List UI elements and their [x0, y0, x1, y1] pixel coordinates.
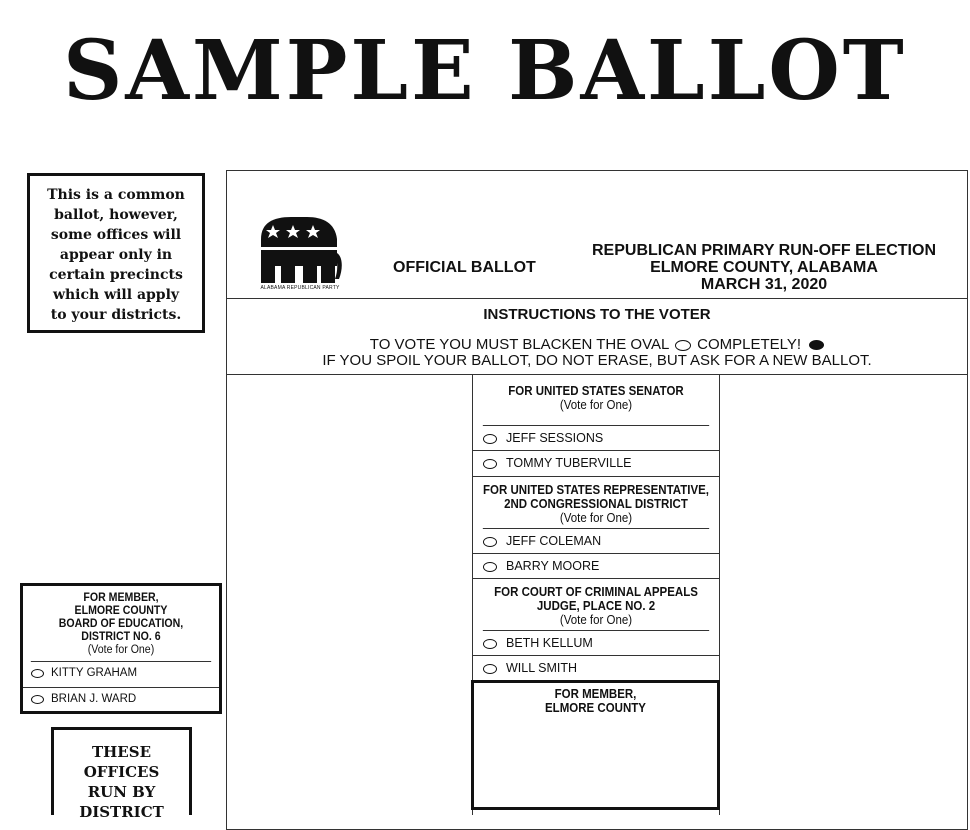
notice-line: ballot, however, — [54, 207, 178, 223]
notice-line: This is a common — [47, 187, 185, 203]
election-name: REPUBLICAN PRIMARY RUN-OFF ELECTION — [592, 242, 936, 259]
notice-line: certain precincts — [49, 267, 183, 283]
race-title: 2ND CONGRESSIONAL DISTRICT — [504, 497, 688, 511]
election-date: MARCH 31, 2020 — [700, 276, 828, 293]
race-header-member — [484, 683, 708, 715]
district-offices-notice — [51, 727, 192, 821]
instruction-text: TO VOTE YOU MUST BLACKEN THE OVAL — [369, 336, 669, 353]
vote-oval-icon[interactable] — [483, 639, 497, 649]
official-ballot-label: OFFICIAL BALLOT — [393, 259, 536, 276]
race-title: DISTRICT NO. 6 — [81, 631, 161, 643]
notice-line: some offices will — [50, 227, 182, 243]
notice-line: to your districts. — [50, 307, 182, 323]
candidate-name: BRIAN J. WARD — [51, 693, 137, 705]
race-title: FOR MEMBER, — [83, 592, 159, 604]
notice-line: appear only in — [59, 247, 173, 263]
candidate-option[interactable] — [473, 451, 719, 477]
divider — [227, 298, 967, 299]
candidate-option[interactable] — [473, 426, 719, 451]
election-title — [586, 242, 942, 293]
candidate-name: WILL SMITH — [506, 661, 578, 675]
vote-oval-icon[interactable] — [31, 695, 44, 704]
race-header-criminal-appeals — [483, 579, 709, 631]
candidate-name: KITTY GRAHAM — [51, 667, 138, 679]
voter-instructions — [226, 337, 968, 369]
notice-line: RUN BY — [87, 783, 156, 801]
race-header-senator — [483, 375, 709, 426]
empty-oval-icon — [675, 340, 691, 351]
race-title: JUDGE, PLACE NO. 2 — [536, 599, 656, 613]
candidate-option[interactable] — [23, 662, 219, 688]
vote-for-one: (Vote for One) — [559, 398, 633, 412]
race-title: FOR MEMBER, — [554, 687, 637, 701]
race-title: FOR UNITED STATES SENATOR — [508, 384, 684, 398]
candidate-name: JEFF SESSIONS — [506, 431, 604, 445]
page-title: SAMPLE BALLOT — [63, 23, 907, 119]
vote-oval-icon[interactable] — [483, 664, 497, 674]
member-race-box — [471, 680, 720, 810]
vote-oval-icon[interactable] — [483, 434, 497, 444]
election-county: ELMORE COUNTY, ALABAMA — [650, 259, 878, 276]
race-title: FOR COURT OF CRIMINAL APPEALS — [494, 585, 698, 599]
race-title: ELMORE COUNTY — [545, 701, 646, 715]
race-header-representative — [483, 477, 709, 529]
logo-caption: ALABAMA REPUBLICAN PARTY — [260, 285, 340, 291]
candidate-option[interactable] — [473, 554, 719, 579]
board-of-education-race — [20, 583, 222, 714]
instruction-text: COMPLETELY! — [697, 336, 802, 353]
race-title: FOR UNITED STATES REPRESENTATIVE, — [483, 483, 709, 497]
race-header-board — [31, 586, 211, 662]
elephant-logo-icon — [255, 213, 345, 295]
candidate-name: BARRY MOORE — [506, 559, 600, 573]
vote-oval-icon[interactable] — [483, 537, 497, 547]
vote-for-one: (Vote for One) — [87, 644, 155, 656]
instructions-title: INSTRUCTIONS TO THE VOTER — [483, 306, 711, 323]
notice-line: DISTRICT — [79, 803, 164, 821]
candidate-option[interactable] — [23, 688, 219, 711]
vote-oval-icon[interactable] — [483, 459, 497, 469]
candidate-name: TOMMY TUBERVILLE — [506, 456, 632, 470]
notice-line: THESE OFFICES — [83, 743, 160, 781]
race-title: ELMORE COUNTY — [74, 605, 168, 617]
candidate-name: JEFF COLEMAN — [506, 534, 602, 548]
candidate-name: BETH KELLUM — [506, 636, 593, 650]
filled-oval-icon — [809, 340, 824, 350]
instruction-text: IF YOU SPOIL YOUR BALLOT, DO NOT ERASE, BUT ASK FOR A NEW BALLOT. — [322, 352, 872, 369]
common-ballot-notice — [27, 173, 205, 333]
notice-line: which will apply — [52, 287, 180, 303]
candidate-option[interactable] — [473, 631, 719, 656]
vote-for-one: (Vote for One) — [559, 511, 633, 525]
vote-oval-icon[interactable] — [31, 669, 44, 678]
vote-oval-icon[interactable] — [483, 562, 497, 572]
vote-for-one: (Vote for One) — [559, 613, 633, 627]
race-title: BOARD OF EDUCATION, — [58, 618, 184, 630]
candidate-option[interactable] — [473, 656, 719, 680]
candidate-option[interactable] — [473, 529, 719, 554]
